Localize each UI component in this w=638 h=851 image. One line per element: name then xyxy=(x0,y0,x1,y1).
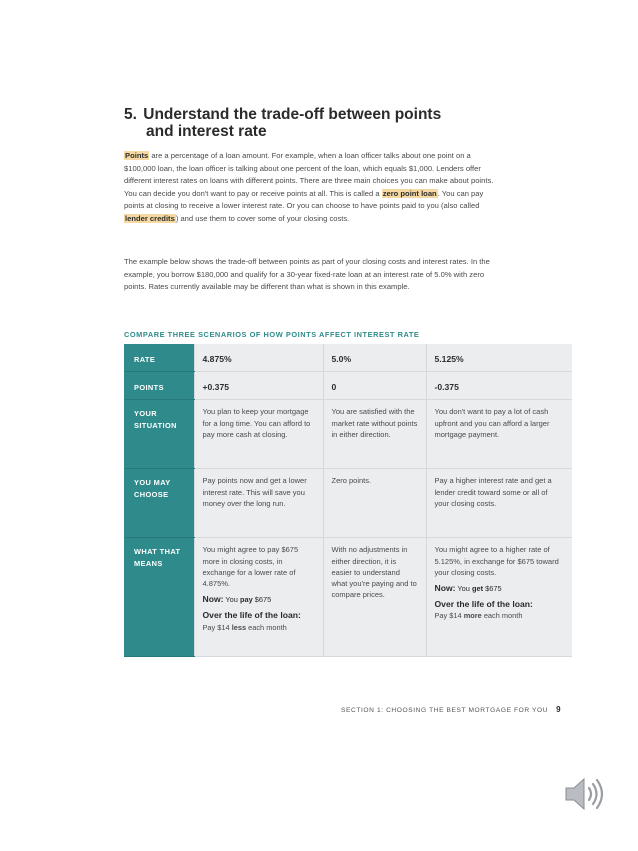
situation-cell: You don't want to pay a lot of cash upfront and you can afford a larger mortgage payment. xyxy=(426,400,572,469)
rate-cell: 4.875% xyxy=(194,344,323,372)
life-line xyxy=(435,599,565,610)
means-text: You might agree to a higher rate of 5.125%, in exchange for $675 toward your closing costs. xyxy=(434,545,559,577)
now-line xyxy=(203,594,315,605)
speaker-icon[interactable] xyxy=(560,770,608,818)
row-header-choose: YOU MAY CHOOSE xyxy=(124,469,194,538)
life-post: each month xyxy=(246,622,287,632)
heading-line-1: Understand the trade-off between points xyxy=(143,106,442,123)
life-bold: less xyxy=(231,622,247,632)
page-number: 9 xyxy=(556,705,562,714)
means-row xyxy=(124,538,572,657)
heading-line-2: and interest rate xyxy=(146,123,267,140)
choose-cell: Zero points. xyxy=(323,469,426,538)
intro-paragraph xyxy=(124,150,504,226)
situation-row xyxy=(124,400,572,469)
choose-cell: Pay a higher interest rate and get a lender credit toward some or all of your closing costs. xyxy=(426,469,572,538)
life-line xyxy=(203,610,315,621)
now-line xyxy=(435,583,565,594)
scenario-table xyxy=(124,344,572,657)
means-cell xyxy=(426,538,572,657)
rate-cell: 5.125% xyxy=(426,344,572,372)
para1-text-1: are a percentage of a loan amount. For example, when a loan officer talks about one point on a $100,000 loan, the loan officer is talking about one percent of the loan, which equals $1,000. Lenders offer different interest rates on loans with different points. There are three main choices you can make about points. You can decide you don't want to pay or receive points at all. This is called a xyxy=(124,151,494,198)
now-post: $675 xyxy=(252,595,272,605)
life-label: Over the life of the loan: xyxy=(202,610,301,621)
situation-cell: You plan to keep your mortgage for a long time. You can afford to pay more cash at closing. xyxy=(194,400,323,469)
now-bold: get xyxy=(471,584,484,594)
zero-point-loan-term: zero point loan xyxy=(382,188,437,198)
now-pre: You xyxy=(223,595,240,605)
now-label: Now: xyxy=(434,583,456,594)
now-pre: You xyxy=(455,584,472,594)
means-cell: With no adjustments in either direction, it is easier to understand what you're paying and to compare prices. xyxy=(323,538,426,657)
table-title: COMPARE THREE SCENARIOS OF HOW POINTS AFFECT INTEREST RATE xyxy=(124,330,420,339)
page-footer xyxy=(341,705,561,714)
means-cell xyxy=(194,538,323,657)
row-header-points: POINTS xyxy=(124,372,194,400)
life-pre: Pay $14 xyxy=(434,611,464,621)
points-cell: 0 xyxy=(323,372,426,400)
footer-section-text: SECTION 1: CHOOSING THE BEST MORTGAGE FOR YOU xyxy=(341,707,549,714)
means-text: You might agree to pay $675 more in closing costs, in exchange for a lower rate of 4.875%. xyxy=(202,545,299,589)
para1-text-3: ) and use them to cover some of your closing costs. xyxy=(175,213,350,223)
row-header-means: WHAT THAT MEANS xyxy=(124,538,194,657)
points-cell: +0.375 xyxy=(194,372,323,400)
points-term: Points xyxy=(125,151,149,160)
life-label: Over the life of the loan: xyxy=(434,599,533,610)
life-post: each month xyxy=(481,611,523,621)
now-bold: pay xyxy=(239,595,253,605)
row-header-situation: YOUR SITUATION xyxy=(124,400,194,469)
lender-credits-term: lender credits xyxy=(125,213,175,223)
life-bold: more xyxy=(463,611,482,621)
example-paragraph: The example below shows the trade-off between points as part of your closing costs and interest rates. In the example, you borrow $180,000 and qualify for a 30-year fixed-rate loan at an interest rate of 5.0% with zero points. Rates currently available may be different than what is shown in this example. xyxy=(124,257,490,292)
life-pre: Pay $14 xyxy=(202,622,232,632)
choose-row xyxy=(124,469,572,538)
rate-cell: 5.0% xyxy=(323,344,426,372)
now-label: Now: xyxy=(202,594,224,605)
para1-text-2: . You can pay points at closing to receive a lower interest rate. Or you can choose to have points paid to you (also called xyxy=(124,188,484,211)
points-row xyxy=(124,372,572,400)
section-heading xyxy=(124,106,524,140)
points-cell: -0.375 xyxy=(426,372,572,400)
situation-cell: You are satisfied with the market rate without points in either direction. xyxy=(323,400,426,469)
now-post: $675 xyxy=(483,584,502,594)
rate-row xyxy=(124,344,572,372)
row-header-rate: RATE xyxy=(124,344,194,372)
choose-cell: Pay points now and get a lower interest rate. This will save you money over the long run. xyxy=(194,469,323,538)
section-number: 5. xyxy=(124,106,137,123)
